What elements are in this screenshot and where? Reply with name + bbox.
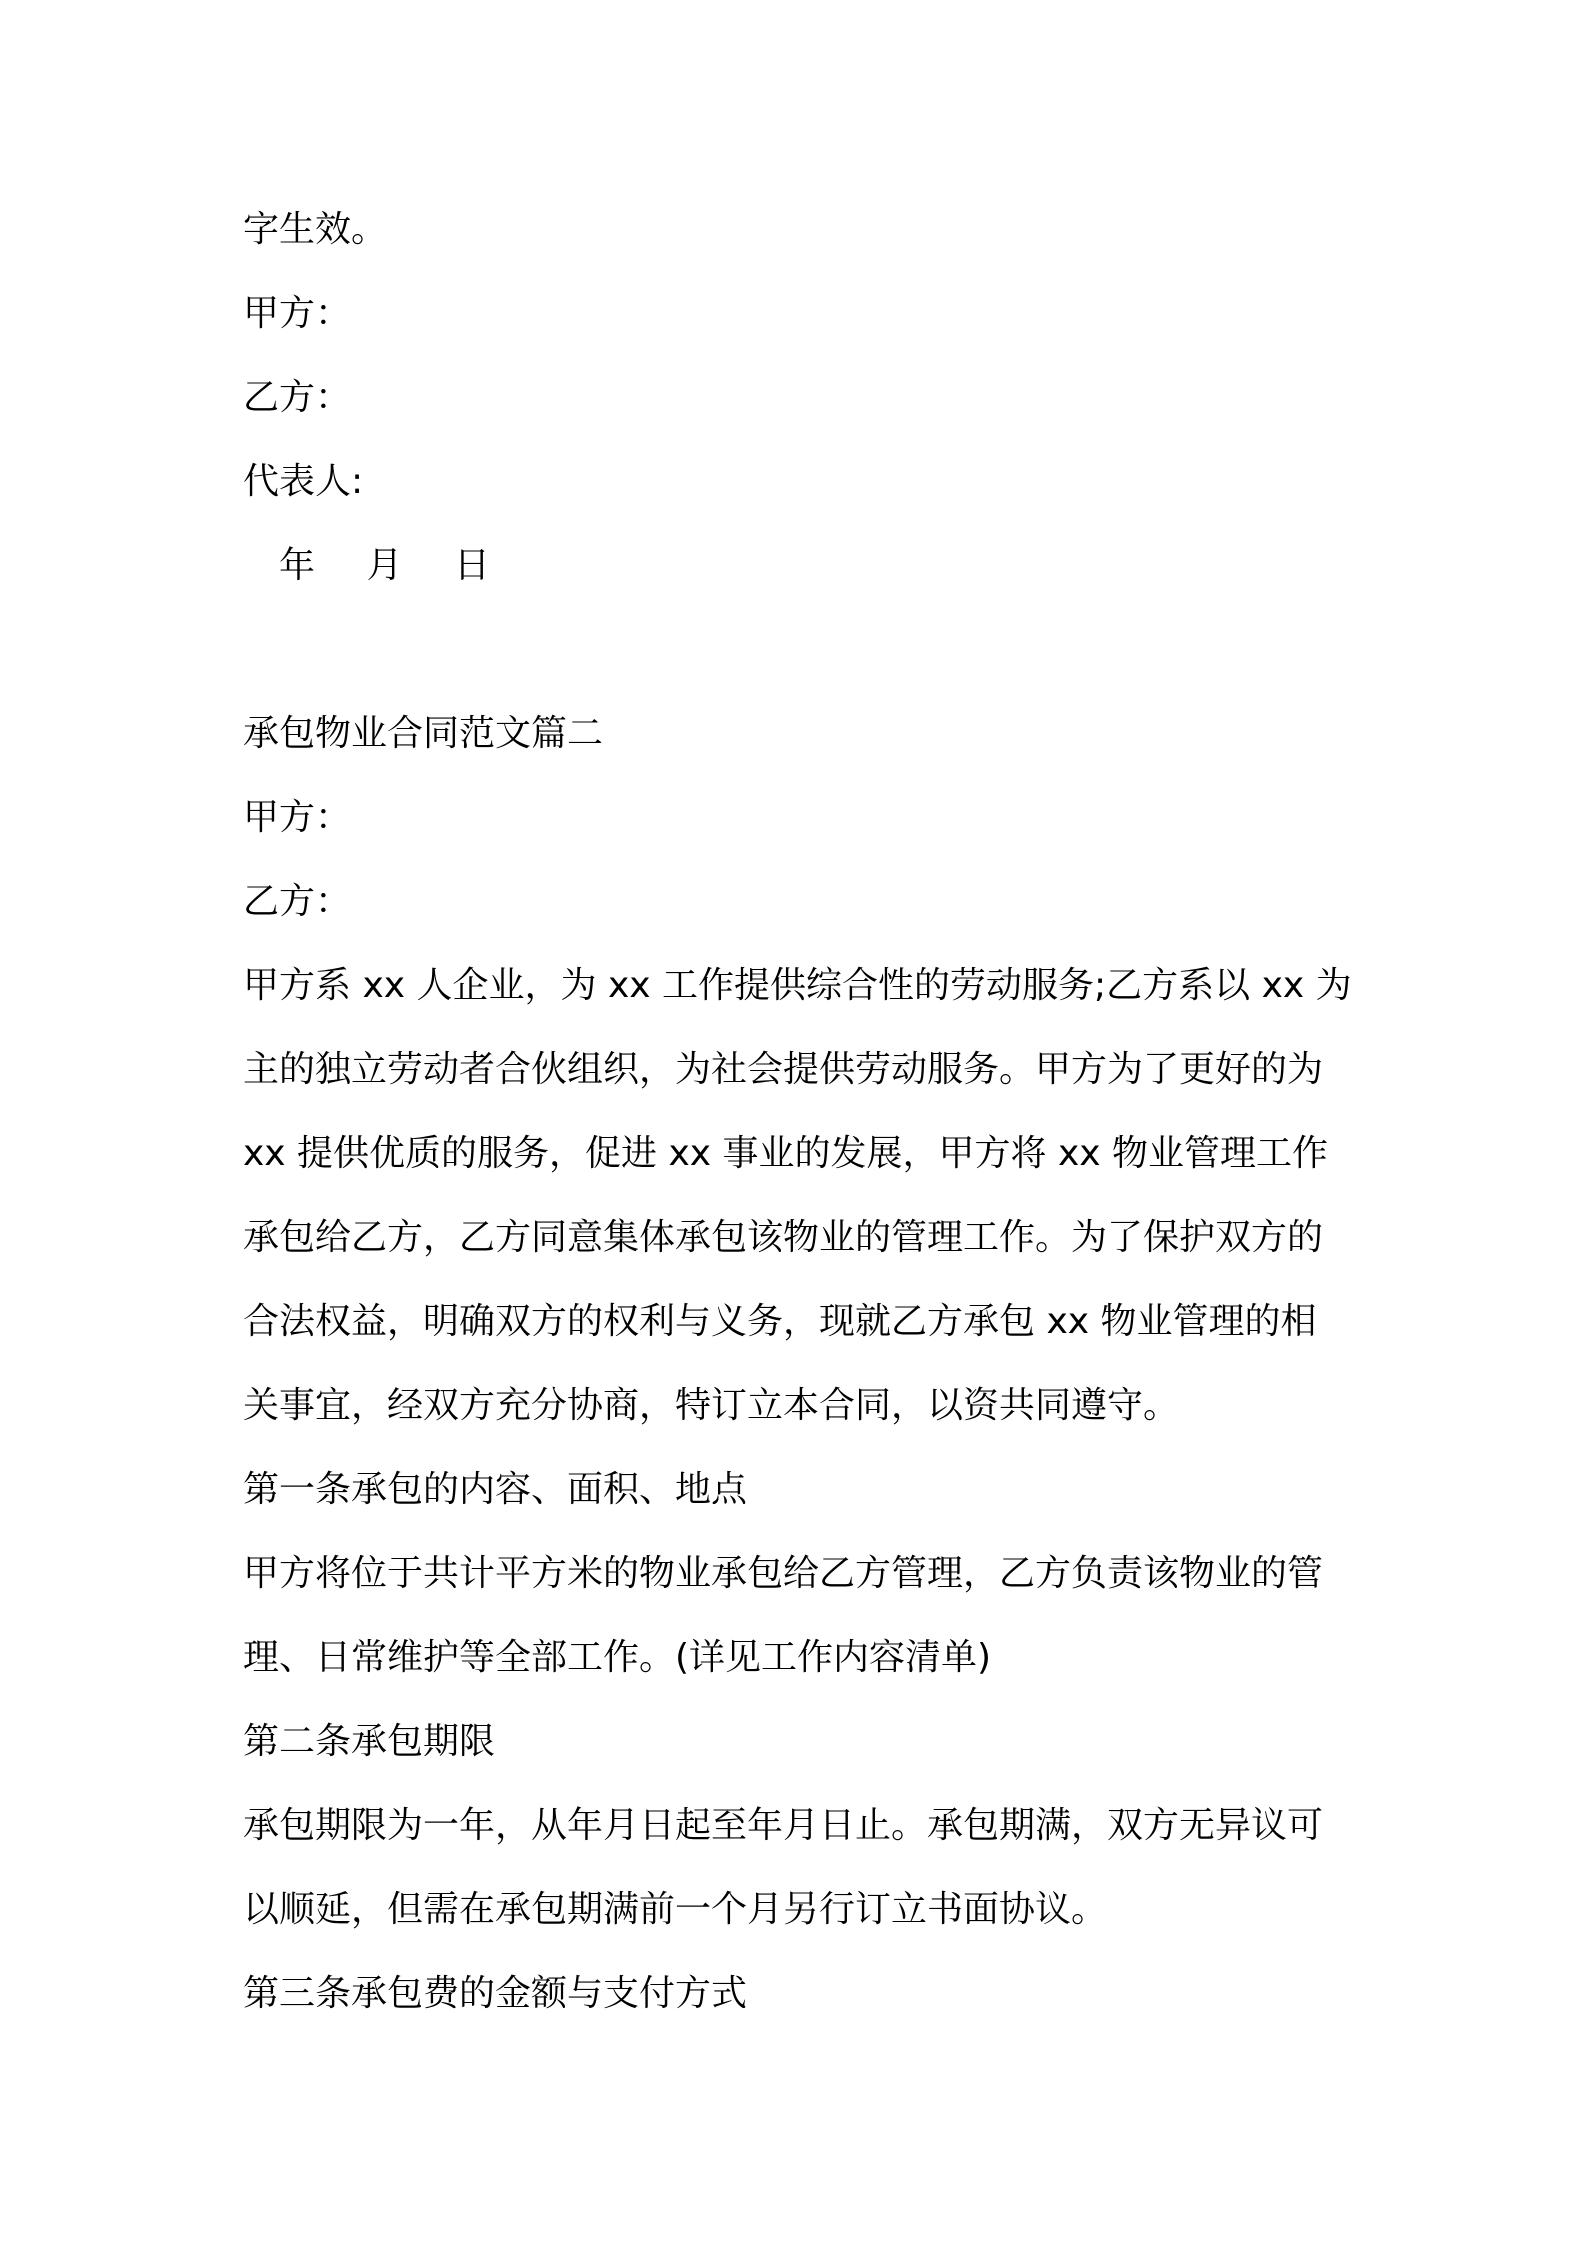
article-2-heading: 第二条承包期限 (243, 1721, 496, 1762)
paragraph-line: 合法权益，明确双方的权利与义务，现就乙方承包 xx 物业管理的相 (243, 1301, 1317, 1342)
paragraph-line: 甲方将位于共计平方米的物业承包给乙方管理，乙方负责该物业的管 (243, 1553, 1324, 1594)
article-1-body (243, 1532, 1363, 1700)
party-b-signature: 乙方： (243, 377, 352, 418)
article-1-heading: 第一条承包的内容、面积、地点 (243, 1469, 748, 1510)
intro-paragraph (243, 944, 1363, 1448)
contract-section-two (243, 692, 1363, 2036)
paragraph-line: 主的独立劳动者合伙组织，为社会提供劳动服务。甲方为了更好的为 (243, 1049, 1324, 1090)
date-day: 日 (453, 545, 490, 586)
date-month: 月 (366, 545, 403, 586)
section-title: 承包物业合同范文篇二 (243, 713, 604, 754)
signing-date (243, 524, 1363, 608)
party-a-label: 甲方： (243, 797, 352, 838)
effective-clause-tail: 字生效。 (243, 209, 388, 250)
date-year: 年 (279, 545, 316, 586)
paragraph-line: 以顺延，但需在承包期满前一个月另行订立书面协议。 (243, 1889, 1108, 1930)
paragraph-line: 甲方系 xx 人企业，为 xx 工作提供综合性的劳动服务;乙方系以 xx 为 (243, 965, 1352, 1006)
party-a-signature: 甲方： (243, 293, 352, 334)
paragraph-line: 关事宜，经双方充分协商，特订立本合同，以资共同遵守。 (243, 1385, 1180, 1426)
article-3-heading: 第三条承包费的金额与支付方式 (243, 1973, 748, 2014)
signature-section (243, 188, 1363, 608)
party-b-label: 乙方： (243, 881, 352, 922)
paragraph-line: 承包给乙方，乙方同意集体承包该物业的管理工作。为了保护双方的 (243, 1217, 1324, 1258)
paragraph-line: 承包期限为一年，从年月日起至年月日止。承包期满，双方无异议可 (243, 1805, 1324, 1846)
paragraph-line: 理、日常维护等全部工作。(详见工作内容清单) (243, 1637, 992, 1678)
representative-signature: 代表人: (243, 461, 364, 502)
paragraph-line: xx 提供优质的服务，促进 xx 事业的发展，甲方将 xx 物业管理工作 (243, 1133, 1329, 1174)
article-2-body (243, 1784, 1363, 1952)
